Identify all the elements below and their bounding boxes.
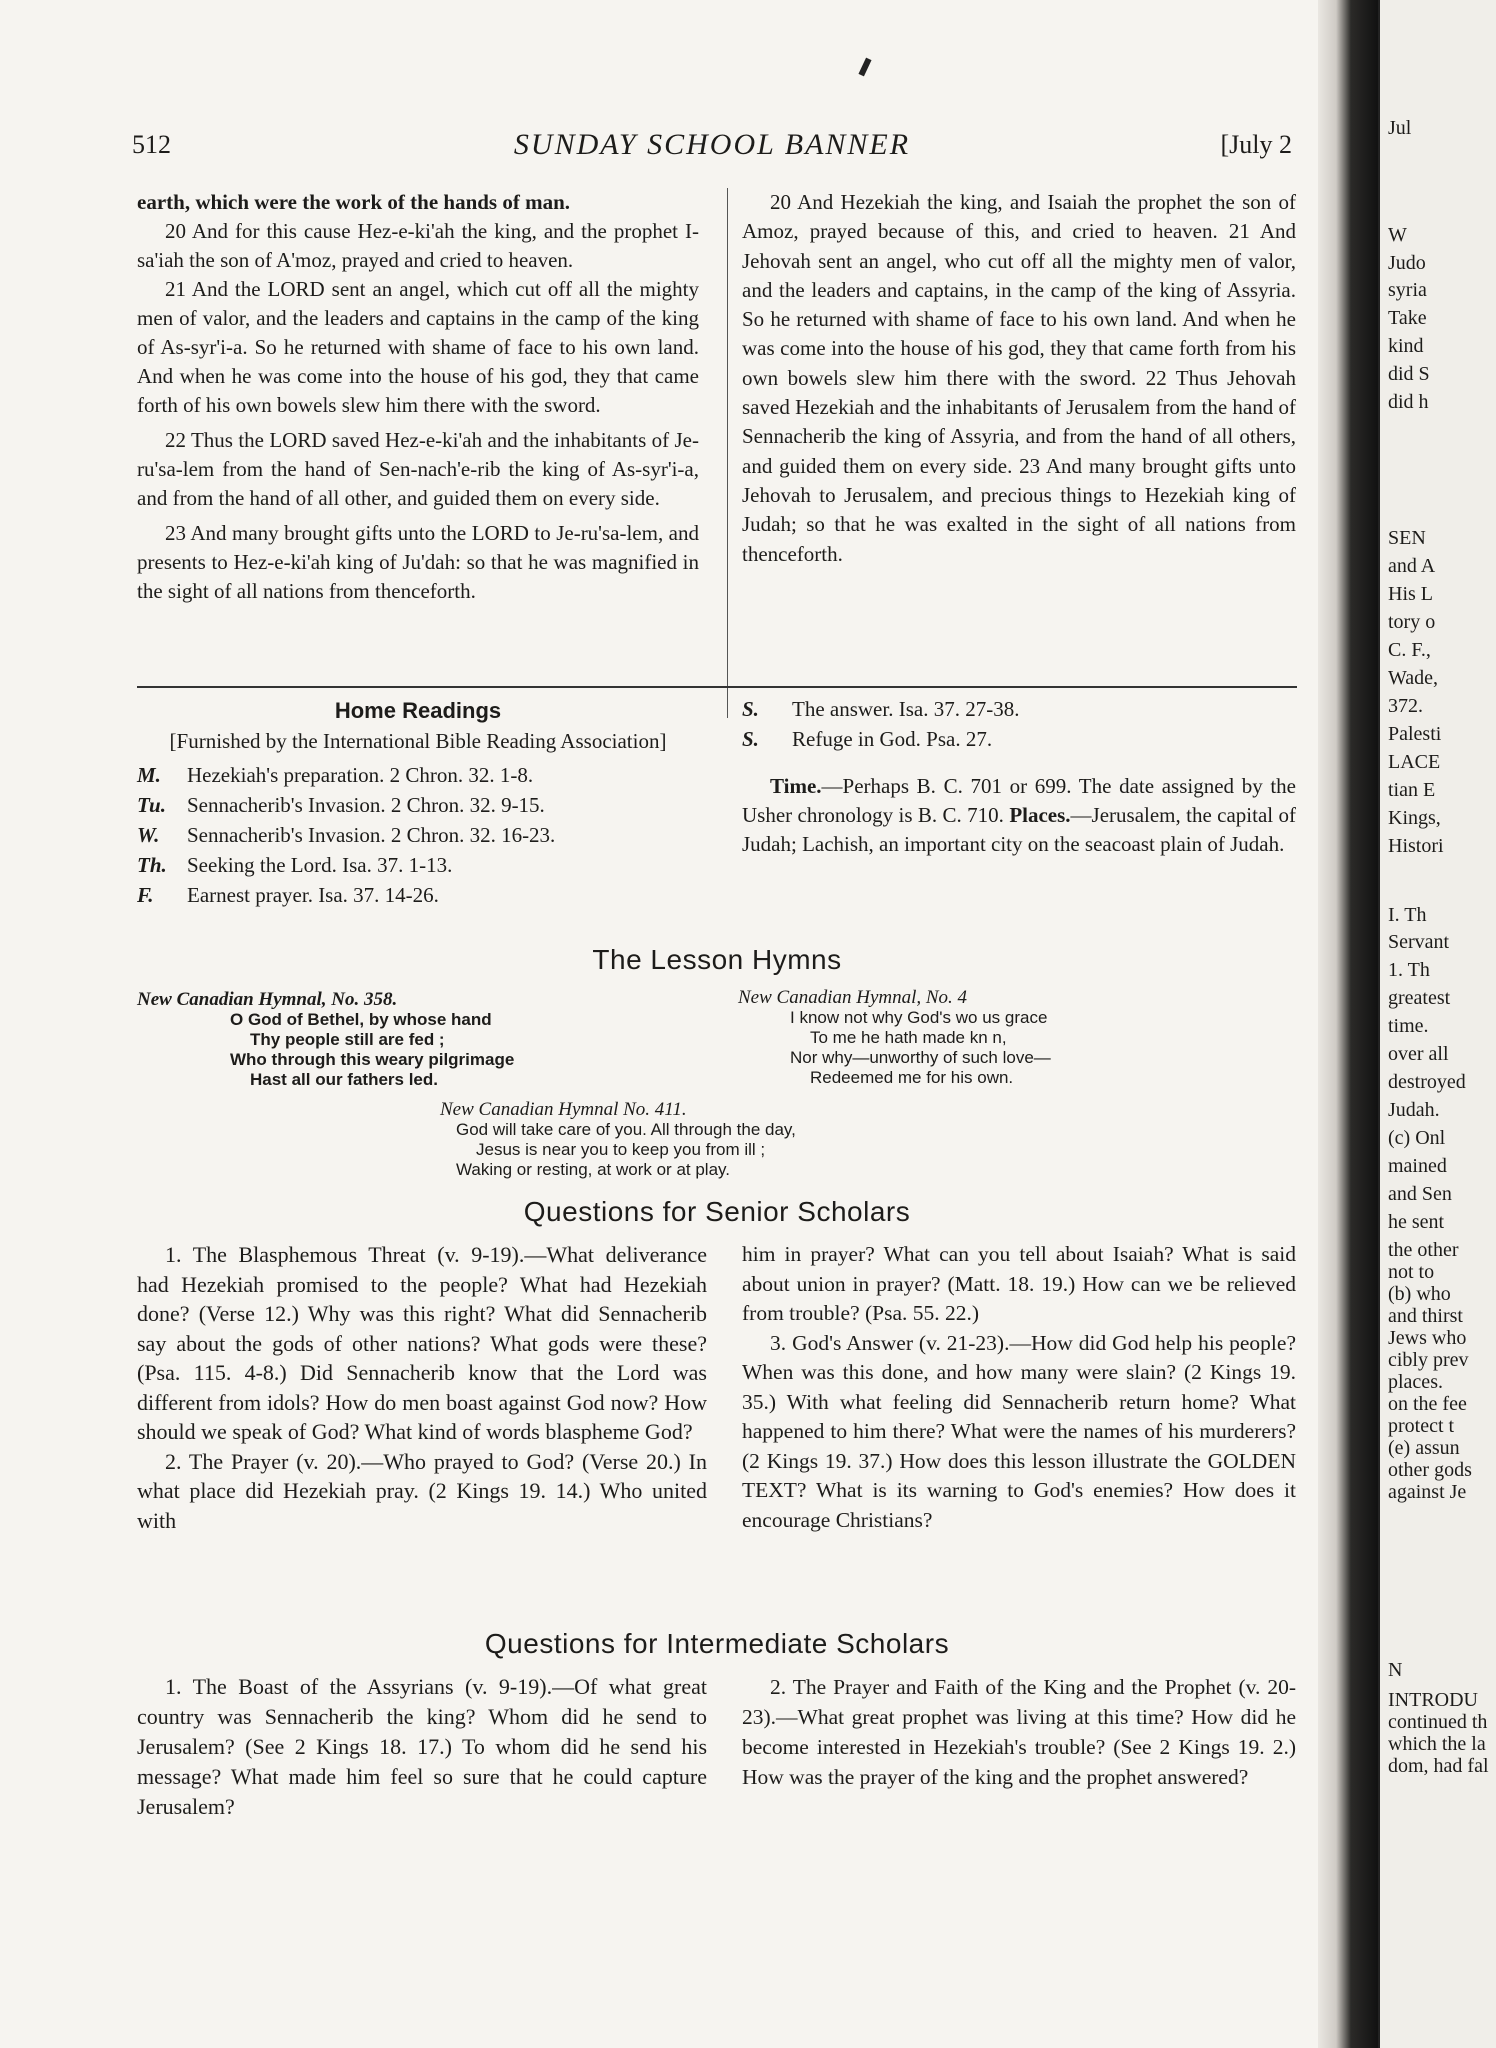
scripture-verse: 22 Thus the LORD saved Hez-e-ki'ah and the inhabitants of Je-ru'sa-lem from the hand of Sen-nach'e-rib the king of As-syr'i-a, and from the hand of all other, and guided them on every side. [137,428,699,510]
reading-day: Tu. [137,793,166,817]
scripture-right-column [742,188,1296,569]
hymn-source: New Canadian Hymnal, No. 358. [137,989,398,1010]
home-readings-title: Home Readings [334,698,502,723]
adjacent-page-line: not to [1388,1261,1435,1283]
adjacent-page-line: he sent [1388,1211,1445,1233]
senior-left-column [137,1240,707,1535]
hymn-line: I know not why God's wo us grace [790,1008,1048,1027]
scripture-verse: 20 And for this cause Hez-e-ki'ah the king, and the prophet I-sa'iah the son of A'moz, prayed and cried to heaven. [137,219,699,272]
hymn-line: Hast all our fathers led. [250,1070,438,1089]
adjacent-page-line: INTRODU [1388,1689,1478,1711]
reading-day: S. [742,727,759,751]
adjacent-page-line: continued th [1388,1711,1488,1733]
hymn-line: Jesus is near you to keep you from ill ; [476,1140,766,1159]
hymn-block [440,1100,1040,1180]
intermediate-right-column [742,1672,1296,1792]
reading-item [742,694,1296,724]
book-gutter [1318,0,1378,2048]
adjacent-page-line: SEN [1388,527,1426,549]
reading-day: W. [137,823,160,847]
adjacent-page-line: His L [1388,583,1433,605]
scripture-left-column [137,188,699,606]
reading-text: Sennacherib's Invasion. 2 Chron. 32. 16-23. [187,823,556,847]
adjacent-page-line: syria [1388,279,1427,301]
adjacent-page-line: and thirst [1388,1305,1463,1327]
adjacent-page-line: 372. [1388,695,1423,717]
adjacent-page-line: Judo [1388,252,1426,274]
time-text: —Perhaps B. C. 701 or 699. The date assigned by the Usher chronology is B. C. 710. [742,774,1296,827]
senior-right-column [742,1240,1296,1535]
adjacent-page-line: other gods [1388,1459,1472,1481]
home-readings [137,696,699,910]
adjacent-page-line: (c) Onl [1388,1127,1446,1149]
reading-text: Earnest prayer. Isa. 37. 14-26. [187,883,439,907]
question-section: him in prayer? What can you tell about Isaiah? What is said about union in prayer? (Matt. 18. 19.) How can we be relieved from trouble? (Psa. 55. 22.) [742,1242,1296,1325]
hymn-block [137,990,697,1090]
adjacent-page-line: dom, had fal [1388,1755,1489,1777]
adjacent-page-line: (b) who [1388,1283,1451,1305]
reading-item [742,724,1296,754]
reading-item [137,880,699,910]
reading-text: Sennacherib's Invasion. 2 Chron. 32. 9-15. [187,793,545,817]
adjacent-page-line: mained [1388,1155,1447,1177]
places-text: —Jerusalem, the capital of Judah; Lachish, an important city on the seacoast plain of Judah. [742,803,1296,856]
reading-text: Hezekiah's preparation. 2 Chron. 32. 1-8. [187,763,534,787]
adjacent-page-line: Jul [1388,117,1412,139]
adjacent-page-line: destroyed [1388,1071,1466,1093]
adjacent-page-line: the other [1388,1239,1459,1261]
reading-day: Th. [137,853,167,877]
hymn-line: O God of Bethel, by whose hand [230,1010,492,1029]
reading-text: Seeking the Lord. Isa. 37. 1-13. [187,853,453,877]
intermediate-left-column [137,1672,707,1822]
adjacent-page-line: tian E [1388,779,1436,801]
adjacent-page-line: protect t [1388,1415,1455,1437]
reading-text: The answer. Isa. 37. 27-38. [792,697,1020,721]
home-readings-source: [Furnished by the International Bible Reading Association] [169,729,667,753]
adjacent-page-line: kind [1388,335,1424,357]
adjacent-page-line: Servant [1388,931,1450,953]
adjacent-page-line: did h [1388,391,1429,413]
scripture-verse: 21 And the LORD sent an angel, which cut off all the mighty men of valor, and the leaders and captains in the camp of the king of As-syr'i-a. So he returned with shame of face to his own land. And when he was come into the house of his god, they that came forth of his own bowels slew him there with the sword. [137,277,699,417]
adjacent-page-line: Jews who [1388,1327,1467,1349]
adjacent-page-line: I. Th [1388,904,1427,926]
adjacent-page-line: (e) assun [1388,1437,1460,1459]
adjacent-page-line: tory o [1388,611,1436,633]
page-number: 512 [132,130,171,159]
reading-day: F. [137,883,154,907]
adjacent-page-line: and A [1388,555,1436,577]
running-title: SUNDAY SCHOOL BANNER [513,128,911,161]
time-paragraph [742,772,1296,859]
adjacent-page-line: LACE [1388,751,1441,773]
adjacent-page-line: over all [1388,1043,1449,1065]
column-divider [727,188,728,718]
readings-continued [742,694,1296,859]
hymn-line: Who through this weary pilgrimage [230,1050,515,1069]
adjacent-page-line: and Sen [1388,1183,1452,1205]
time-label: Time. [770,774,822,798]
adjacent-page-line: places. [1388,1371,1443,1393]
lesson-hymns-title: The Lesson Hymns [592,944,842,975]
page-header [132,118,1292,168]
hymn-line: Thy people still are fed ; [250,1030,445,1049]
scripture-text: 20 And Hezekiah the king, and Isaiah the prophet the son of Amoz, prayed because of this, and cried to heaven. 21 And Jehovah sent an angel, who cut off all the mighty men of valor, and the leaders and captains, in the camp of the king of Assyria. So he returned with shame of face to his own land. And when he was come into the house of his god, they that came forth from his own bowels slew him there with the sword. 22 Thus Jehovah saved Hezekiah and the inhabitants of Jerusalem from the hand of Sennacherib the king of Assyria, and from the hand of all others, and guided them on every side. 23 And many brought gifts unto Jehovah to Jerusalem, and precious things to Hezekiah king of Judah; so that he was exalted in the sight of all nations from thenceforth. [742,190,1296,566]
adjacent-page-line: on the fee [1388,1393,1467,1415]
question-section: 1. The Blasphemous Threat (v. 9-19).—What deliverance had Hezekiah promised to the people? What had Hezekiah done? (Verse 12.) Why was this right? What did Sennacherib say about the gods of other nations? What gods were these? (Psa. 115. 4-8.) Did Sennacherib know that the Lord was different from idols? How do men boast against God now? How should we speak of God? What kind of words blaspheme God? [137,1242,707,1444]
question-section: 2. The Prayer and Faith of the King and the Prophet (v. 20-23).—What great prophet was living at this time? How did he become interested in Hezekiah's trouble? (See 2 Kings 19. 2.) How was the prayer of the king and the prophet answered? [742,1675,1296,1789]
adjacent-page-line: Histori [1388,835,1444,857]
reading-item [137,820,699,850]
adjacent-page-line: Kings, [1388,807,1441,829]
adjacent-page-line: N [1388,1659,1403,1681]
adjacent-page-line: 1. Th [1388,959,1430,981]
adjacent-page-line: Take [1388,307,1427,329]
hymn-source: New Canadian Hymnal No. 411. [440,1099,687,1120]
adjacent-page-line: W [1388,224,1407,246]
reading-item [137,790,699,820]
section-rule [137,686,1297,688]
adjacent-page-line: Judah. [1388,1099,1440,1121]
reading-day: S. [742,697,759,721]
places-label: Places. [1009,803,1071,827]
adjacent-page-line: against Je [1388,1481,1467,1503]
adjacent-page-line: C. F., [1388,639,1431,661]
hymn-line: God will take care of you. All through the day, [456,1120,796,1139]
question-section: 1. The Boast of the Assyrians (v. 9-19).—Of what great country was Sennacherib the king? Whom did he send to Jerusalem? (See 2 Kings 18. 17.) To whom did he send his message? What made him feel so sure that he could capture Jerusalem? [137,1674,707,1819]
adjacent-page-line: greatest [1388,987,1451,1009]
hymn-source: New Canadian Hymnal, No. 4 [738,987,968,1008]
adjacent-page-line: Wade, [1388,667,1439,689]
adjacent-page-line: did S [1388,363,1430,385]
intermediate-questions-title: Questions for Intermediate Scholars [484,1628,950,1659]
question-section: 3. God's Answer (v. 21-23).—How did God help his people? When was this done, and how many were slain? (2 Kings 19. 35.) With what feeling did Sennacherib return home? What happened to him there? What were the names of his murderers? (2 Kings 19. 37.) How does this lesson illustrate the GOLDEN TEXT? What is its warning to God's enemies? How does it encourage Christians? [742,1330,1296,1532]
hymn-line: Redeemed me for his own. [810,1068,1014,1087]
ink-mark [858,58,871,77]
scripture-verse: 23 And many brought gifts unto the LORD to Je-ru'sa-lem, and presents to Hez-e-ki'ah king of Ju'dah: so that he was magnified in the sight of all nations from thenceforth. [137,521,699,603]
hymn-line: Nor why—unworthy of such love— [790,1048,1051,1067]
adjacent-page-line: which the la [1388,1733,1486,1755]
senior-questions-title: Questions for Senior Scholars [523,1196,911,1227]
header-date: [July 2 [1220,130,1292,159]
adjacent-page-line: cibly prev [1388,1349,1469,1371]
scripture-verse: earth, which were the work of the hands of man. [137,190,571,214]
hymn-block [738,988,1298,1088]
hymn-line: Waking or resting, at work or at play. [456,1160,730,1179]
adjacent-page-line: time. [1388,1015,1429,1037]
reading-item [137,760,699,790]
question-section: 2. The Prayer (v. 20).—Who prayed to God? (Verse 20.) In what place did Hezekiah pray. (2 Kings 19. 14.) Who united with [137,1448,707,1533]
adjacent-page-fragment [1378,0,1496,2048]
adjacent-page-line: Palesti [1388,723,1442,745]
hymn-line: To me he hath made kn n, [810,1028,1007,1047]
reading-item [137,850,699,880]
reading-day: M. [137,763,161,787]
reading-text: Refuge in God. Psa. 27. [792,727,993,751]
